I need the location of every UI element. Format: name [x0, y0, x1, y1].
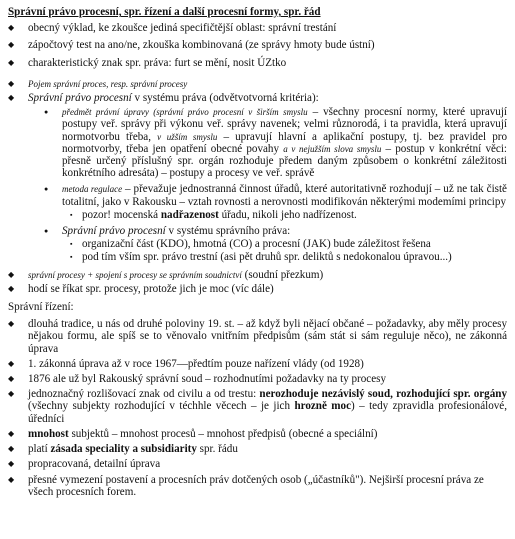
list-item: ◆ 1876 ale už byl Rakouský správní soud – rozhodnutími požadavky na ty procesy: [8, 373, 507, 385]
italic-text: předmět právní úpravy (správní právo procesní v širším smyslu: [62, 107, 308, 118]
list-item: ◆ propracovaná, detailní úprava: [8, 458, 507, 470]
rizeni-list: [8, 318, 507, 498]
italic-text: a v nejužším slova smyslu: [283, 143, 382, 154]
subsublist-item: [28, 209, 507, 221]
list-item: ◆ hodí se říkat spr. procesy, protože jich je moc (víc dále): [8, 283, 507, 295]
list-item: [8, 92, 507, 264]
text: v systému správního práva:: [165, 225, 291, 238]
sublist-item: [28, 106, 507, 179]
text: ) – tedy zpravidla profesionálové, úředníci: [28, 400, 507, 425]
italic-text: Správní právo procesní: [28, 92, 132, 105]
text: úřadu, nikoli jeho nadřízenost.: [218, 208, 357, 221]
text: platí: [28, 443, 51, 456]
list-item: [8, 388, 507, 425]
italic-text: v užším smyslu: [157, 131, 218, 142]
list-item: ◆ přesné vymezení postavení a procesních práv dotčených osob („účastníků"). Nejširší procesní práva ze všech procesních forem.: [8, 474, 507, 498]
bold-text: nerozhoduje nezávislý soud, rozhodující spr. orgány: [259, 388, 507, 401]
list-item: [8, 443, 507, 455]
bold-text: mnohost: [28, 427, 69, 440]
text: – postup v konkrétní věci: přesně určený příslušný spr. orgán rozhoduje předem daným způsobem o konkrétní záležitosti konkrétního adresáta) – postupy a procesy ve veř. správě: [62, 142, 508, 180]
list-item: ◆ zápočtový test na ano/ne, zkouška kombinovaná (ze správy hmoty bude ústní): [8, 39, 507, 51]
text: v systému práva (odvětvotvorná kritéria):: [131, 92, 319, 105]
text: – převažuje jednostranná činnost úřadů, které autoritativně rozhodují – už ne tak čistě totalitní, jako v Rakousku – vztah rovnosti a nerovnosti modifikován některými modemími principy: [62, 183, 507, 208]
subsublist: [62, 209, 507, 221]
text: (soudní přezkum): [241, 268, 324, 281]
italic-text: správní procesy + spojení s procesy se správním soudnictví: [28, 269, 242, 280]
list-item: ◆ charakteristický znak spr. práva: furt se mění, nosit ÚZtko: [8, 57, 507, 69]
sublist-item: [28, 183, 507, 221]
document-title: Správní právo procesní, spr. řízení a další procesní formy, spr. řád: [8, 6, 321, 18]
text: (všechny subjekty rozhodující v téchhle věcech – je jich: [28, 400, 295, 413]
italic-text: Správní právo procesní: [62, 225, 166, 238]
list-item: ◆ dlouhá tradice, u nás od druhé poloviny 19. st. – až když byli nějací občané – požadavky, aby měly procesy nějakou formu, ale spíš se to věnovalo vnitřním předpisům (sám stát si sám reguluje něco), ne zákonná úprava: [8, 318, 507, 355]
italic-text: metoda regulace: [62, 184, 123, 195]
text: – upravují hlavní a aplikační postupy, tj. bez pravidel pro normotvorby, třeba jen opatření obecné povahy: [62, 130, 508, 155]
list-item: [8, 428, 507, 440]
sublist-item: [28, 225, 507, 264]
bold-text: zásada speciality a subsidiarity: [50, 443, 197, 456]
bold-text: hrozně moc: [294, 400, 352, 413]
text: jednoznačný rozlišovací znak od civilu a od trestu:: [28, 388, 260, 401]
list-item: [8, 269, 507, 281]
sublist: [28, 106, 507, 263]
list-item: ◆ obecný výklad, ke zkoušce jediná specifičtější oblast: správní trestání: [8, 22, 507, 34]
bold-text: nadřazenost: [160, 208, 219, 221]
subsublist-item: ▪ pod tím vším spr. právo trestní (asi pět druhů spr. deliktů s nedokonalou úpravou...): [28, 251, 507, 263]
text: subjektů – mnohost procesů – mnohost předpisů (obecné a speciální): [68, 427, 378, 440]
list-item: [8, 78, 507, 90]
text: spr. řádu: [196, 443, 238, 456]
subsublist-item: ▪ organizační část (KDO), hmotná (CO) a procesní (JAK) bude záležitost řešena: [28, 238, 507, 250]
pojem-heading: Pojem správní proces, resp. správní procesy: [28, 78, 188, 89]
intro-list: [8, 22, 507, 295]
list-item: ◆ 1. zákonná úprava až v roce 1967—předtím pouze nařízení vlády (od 1928): [8, 358, 507, 370]
section-heading: Správní řízení:: [8, 301, 74, 314]
subsublist: [62, 238, 507, 263]
text: pozor! mocenská: [82, 208, 161, 221]
text: – všechny procesní normy, které upravují postupy veř. správy při výkonu veř. správy navenek; velmi různorodá, i ta pravidla, která upravují normotvorbu třeba,: [62, 106, 508, 143]
